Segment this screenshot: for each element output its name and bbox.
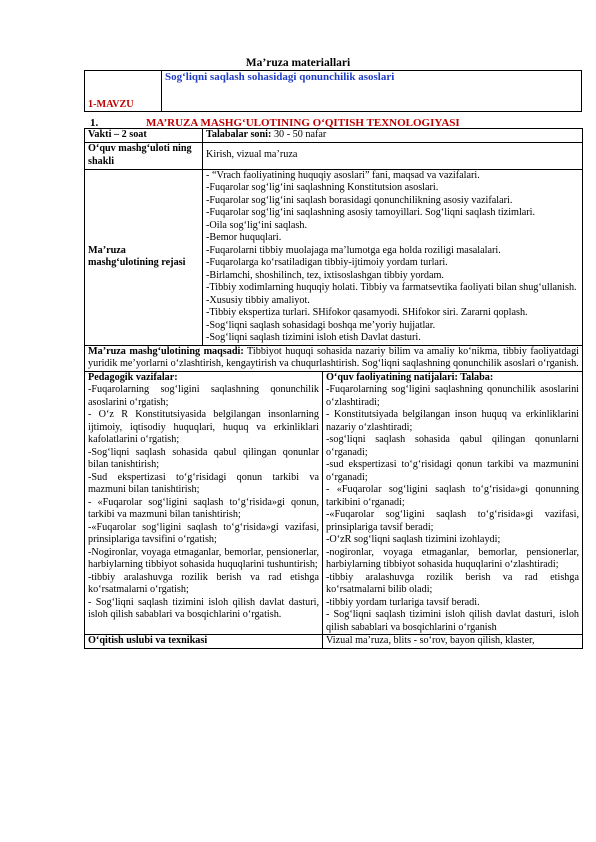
students-cell [203, 129, 583, 143]
plan-item: - “Vrach faoliyatining huquqiy asoslari” fani, maqsad va vazifalari. [206, 169, 480, 181]
task-item: - O‘z R Konstitutsiyasida belgilangan insonlarning ijtimoiy, iqtisodiy huquqlari, huquq va erkinliklari kafolatlarini o‘rgatish; [88, 409, 319, 445]
outcome-item: -Fuqarolarning sog‘ligini saqlashning qonunchilik asoslarini o‘zlashtiradi; [326, 384, 580, 408]
outcome-item: -«Fuqarolar sog‘ligini saqlash to‘g‘risida»gi vazifasi, prinsiplariga tavsif beradi; [326, 509, 580, 533]
outcome-item: -sog‘liqni saqlash sohasida qabul qilingan qonunlarni o‘rganadi; [326, 434, 580, 458]
time-label: Vakti – 2 soat [85, 129, 203, 143]
goal-label: Ma’ruza mashg‘ulotining maqsadi: [88, 345, 244, 357]
students-label: Talabalar soni: [206, 129, 272, 140]
learning-outcomes-title: O‘quv faoliyatining natijalari: Talaba: [326, 371, 494, 383]
outcome-item: -O‘zR sog‘liqni saqlash tizimini izohlaydi; [326, 534, 501, 545]
plan-item: -Fuqarolar sog‘lig‘ini saqlash borasidagi qonunchilikning asosiy vazifalari. [206, 194, 513, 206]
outcome-item: -tibbiy yordam turlariga tavsif beradi. [326, 596, 480, 608]
plan-item: -Tibbiy ekspertiza turlari. SHifokor qasamyodi. SHifokor siri. Zararni qoplash. [206, 307, 528, 318]
section-title: MA’RUZA MASHG‘ULOTINING O‘QITISH TEXNOLOGIYASI [146, 117, 460, 129]
task-item: -tibbiy aralashuvga rozilik berish va rad etishga ko‘rsatmalarni o‘rgatish; [88, 571, 319, 595]
section-number: 1. [90, 117, 99, 129]
task-item: -Sud ekspertizasi to‘g‘risidagi qonun tarkibi va mazmuni bilan tanishtirish; [88, 471, 319, 495]
outcome-item: -sud ekspertizasi to‘g‘risidagi qonun tarkibi va mazmunini o‘rganadi; [326, 459, 580, 483]
plan-item: -Sog‘liqni saqlash sohasidagi boshqa me’yoriy hujjatlar. [206, 319, 436, 331]
form-row [85, 142, 583, 169]
outcome-item: - «Fuqarolar sog‘ligini saqlash to‘g‘risida»gi qonunning tarkibini o‘rganadi; [326, 484, 580, 508]
methods-value: Vizual ma’ruza, blits - so‘rov, bayon qilish, klaster, [323, 635, 583, 649]
task-item: -Fuqarolarning sog‘ligini saqlashning qonunchilik asoslarini o‘rgatish; [88, 384, 319, 408]
outcome-item: - Konstitutsiyada belgilangan inson huquq va erkinliklarini nazariy o‘zlashtiradi; [326, 409, 580, 433]
task-item: -«Fuqarolar sog‘ligini saqlash to‘g‘risida»gi vazifasi, prinsiplariga tavsifini o‘rgatish; [88, 521, 319, 545]
plan-item: -Bemor huquqlari. [206, 232, 282, 243]
plan-row [85, 169, 583, 345]
students-value: 30 - 50 nafar [271, 129, 327, 140]
form-label: O‘quv mashg‘uloti ning shakli [85, 142, 203, 169]
task-item: - Sog‘liqni saqlash tizimini isloh qilish davlat dasturi, isloh qilish sabablari va bosqichlarini o‘rgatish. [88, 596, 319, 620]
outcome-item: -tibbiy aralashuvga rozilik berish va rad etishga ko‘rsatmalarni bilib oladi; [326, 571, 580, 595]
form-value: Kirish, vizual ma’ruza [203, 142, 583, 169]
goal-cell [85, 345, 583, 371]
plan-label: Ma’ruza mashg‘ulotining rejasi [85, 169, 203, 345]
task-item: - «Fuqarolar sog‘ligini saqlash to‘g‘risida»gi qonun, tarkibi va mazmuni bilan tanishtirish; [88, 496, 319, 520]
lesson-table [84, 128, 583, 649]
goal-text: Tibbiyot huquqi sohasida nazariy bilim va amaliy ko‘nikma, tibbiy faoliyatdagi yuridik me’yorlarni o‘zlashtirish, kengaytirish va chuqurlashtirish. Sog‘liqni saqlashning qonunchilik asoslari o‘rganish. [88, 345, 580, 369]
pedagogical-tasks [85, 371, 323, 635]
topic-number: 1-MAVZU [85, 71, 162, 112]
plan-item: -Xususiy tibbiy amaliyot. [206, 294, 310, 306]
page-title: Ma’ruza materiallari [245, 57, 351, 69]
time-row [85, 129, 583, 143]
task-item: -Nogironlar, voyaga etmaganlar, bemorlar, pensionerlar, harbiylarning tibbiyot sohasida huquqlarini tushuntirish; [88, 546, 319, 570]
task-item: -Sog‘liqni saqlash sohasida qabul qilingan qonunlar bilan tanishtirish; [88, 446, 319, 470]
plan-item: -Sog‘liqni saqlash tizimini isloh etish Davlat dasturi. [206, 332, 421, 343]
goal-row [85, 345, 583, 371]
plan-item: -Fuqarolar sog‘lig‘ini saqlashning Konstitutsion asoslari. [206, 182, 439, 193]
plan-list [203, 169, 583, 345]
plan-item: -Oila sog‘lig‘ini saqlash. [206, 219, 308, 231]
topic-table [84, 70, 582, 112]
pedagogical-tasks-title: Pedagogik vazifalar: [88, 371, 178, 383]
plan-item: -Tibbiy xodimlarning huquqiy holati. Tibbiy va farmatsevtika faoliyati bilan shug‘ullanish. [206, 282, 577, 293]
plan-item: -Birlamchi, shoshilinch, tez, ixtisoslashgan tibbiy yordam. [206, 269, 444, 281]
plan-item: -Fuqarolarni tibbiy muolajaga ma’lumotga ega holda roziligi masalalari. [206, 244, 501, 256]
plan-item: -Fuqarolar sog‘lig‘ini saqlashning asosiy tamoyillari. Sog‘liqni saqlash tizimlari. [206, 207, 536, 218]
methods-label: O‘qitish uslubi va texnikasi [85, 635, 323, 649]
learning-outcomes [323, 371, 583, 635]
tasks-row [85, 371, 583, 635]
outcome-item: - Sog‘liqni saqlash tizimini isloh qilish davlat dasturi, isloh qilish sabablari va bosqichlarini o‘rganish [326, 609, 580, 633]
methods-row [85, 635, 583, 649]
outcome-item: -nogironlar, voyaga etmaganlar, bemorlar, pensionerlar, harbiylarning tibbiyot sohasida huquqlarini o‘zlashtiradi; [326, 546, 580, 570]
plan-item: -Fuqarolarga ko‘rsatiladigan tibbiy-ijtimoiy yordam turlari. [206, 257, 448, 268]
topic-title: Sog‘liqni saqlash sohasidagi qonunchilik asoslari [162, 71, 582, 112]
